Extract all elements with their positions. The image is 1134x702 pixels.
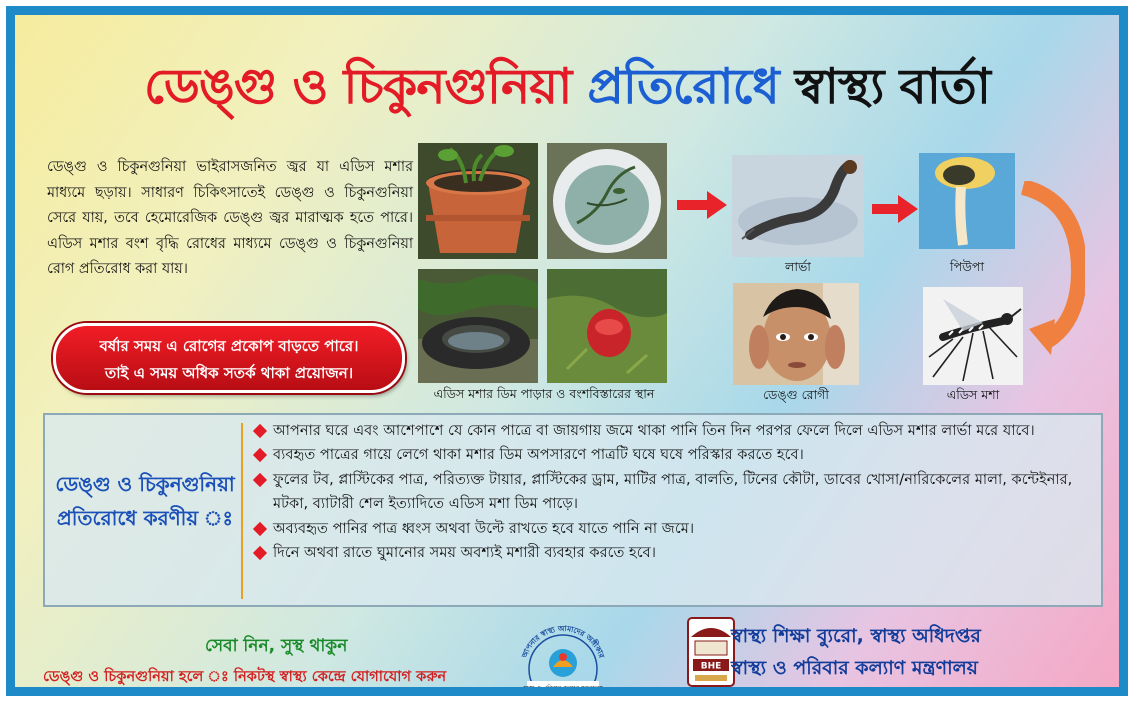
actions-heading-line-2: প্রতিরোধে করণীয় ঃ: [56, 506, 234, 530]
bhe-logo-icon: [687, 617, 735, 687]
title-part-prevention: প্রতিরোধে: [587, 58, 779, 115]
discarded-container-photo: [547, 269, 667, 383]
prevention-actions-box: [43, 413, 1103, 607]
warning-line-2: তাই এ সময় অধিক সতর্ক থাকা প্রয়োজন।: [104, 364, 354, 382]
breeding-site-caption: এডিস মশার ডিম পাড়ার ও বংশবিস্তারের স্থান: [433, 386, 655, 401]
larva-caption: লার্ভা: [785, 259, 811, 274]
mosquito-caption: এডিস মশা: [946, 387, 1000, 402]
slogan: সেবা নিন, সুস্থ থাকুন: [205, 636, 348, 656]
pupa-photo: [919, 153, 1015, 249]
dengue-patient-photo: [733, 283, 859, 385]
patient-caption: ডেঙ্গু রোগী: [763, 387, 829, 402]
larva-photo: [732, 155, 864, 257]
logo-arc-text: আপনার স্বাস্থ্য আমাদের অঙ্গীকার: [519, 623, 607, 660]
poster: [6, 6, 1128, 696]
list-item-text: অব্যবহৃত পানির পাত্র ধ্বংস অথবা উল্টে রাখতে হবে যাতে পানি না জমে।: [273, 519, 695, 537]
actions-list: [253, 419, 1093, 565]
red-diamond-bullet-icon: [253, 546, 267, 560]
pupa-caption: পিউপা: [950, 259, 984, 274]
title-part-message: স্বাস্থ্য বার্তা: [794, 58, 990, 115]
red-diamond-bullet-icon: [253, 473, 267, 487]
red-diamond-bullet-icon: [253, 522, 267, 536]
list-item-text: দিনে অথবা রাতে ঘুমানোর সময় অবশ্যই মশারী ব্যবহার করতে হবে।: [273, 544, 656, 562]
list-item-text: ব্যবহৃত পাত্রের গায়ে লেগে থাকা মশার ডিম অপসারণে পাত্রটি ঘষে ঘষে পরিস্কার করতে হবে।: [273, 446, 804, 464]
list-item: [253, 468, 1093, 517]
list-item: [253, 443, 1093, 467]
organization-line-1: স্বাস্থ্য শিক্ষা ব্যুরো, স্বাস্থ্য অধিদপ্তর: [731, 625, 981, 647]
organization-line-2: স্বাস্থ্য ও পরিবার কল্যাণ মন্ত্রণালয়: [731, 657, 978, 679]
old-tyre-photo: [418, 269, 538, 383]
bhe-logo-text: BHE: [700, 661, 722, 672]
aedes-mosquito-photo: [923, 287, 1023, 385]
arrow-right-icon-2: [872, 195, 918, 223]
list-item: [253, 541, 1093, 565]
red-diamond-bullet-icon: [253, 424, 267, 438]
logo-ministry-text: স্বাস্থ্য ও পরিবার কল্যাণ মন্ত্রণালয়: [523, 685, 603, 692]
flower-pot-photo: [418, 143, 538, 259]
warning-line-1: বর্ষার সময় এ রোগের প্রকোপ বাড়তে পারে।: [99, 337, 359, 355]
actions-heading: [55, 467, 235, 535]
contact-message: ডেঙ্গু ও চিকুনগুনিয়া হলে ঃ নিকটস্থ স্বাস্থ্য কেন্দ্রে যোগাযোগ করুন: [43, 668, 447, 685]
water-bucket-photo: [547, 143, 667, 259]
title-part-disease: ডেঙ্গু ও চিকুনগুনিয়া: [143, 58, 572, 115]
curved-arrow-icon: [1019, 181, 1085, 357]
organization-name: [731, 620, 981, 684]
season-warning-banner: [53, 323, 405, 393]
actions-divider: [241, 423, 243, 599]
list-item: [253, 517, 1093, 541]
ministry-logo-icon: [513, 615, 613, 695]
actions-heading-line-1: ডেঙ্গু ও চিকুনগুনিয়া: [55, 472, 235, 496]
intro-paragraph: ডেঙ্গু ও চিকুনগুনিয়া ভাইরাসজনিত জ্বর যা এডিস মশার মাধ্যমে ছড়ায়। সাধারণ চিকিৎসাতেই ডেঙ্গু ও চিকুনগুনিয়া সেরে যায়, তবে হেমোরেজিক ডেঙ্গু জ্বর মারাত্মক হতে পারে। এডিস মশার বংশ বৃদ্ধি রোধের মাধ্যমে ডেঙ্গু ও চিকুনগুনিয়া রোগ প্রতিরোধ করা যায়।: [47, 159, 413, 277]
list-item: [253, 419, 1093, 443]
list-item-text: ফুলের টব, প্লাস্টিকের পাত্র, পরিত্যক্ত টায়ার, প্লাস্টিকের ড্রাম, মাটির পাত্র, বালতি, টিনের কৌটা, ডাবের খোসা/নারিকেলের মালা, কন্টেইনার, মটকা, ব্যাটারী শেল ইত্যাদিতে এডিস মশা ডিম পাড়ে।: [273, 470, 1073, 513]
poster-title: [15, 51, 1119, 123]
red-diamond-bullet-icon: [253, 448, 267, 462]
arrow-right-icon: [677, 191, 727, 219]
list-item-text: আপনার ঘরে এবং আশেপাশে যে কোন পাত্রে বা জায়গায় জমে থাকা পানি তিন দিন পরপর ফেলে দিলে এডিস মশার লার্ভা মরে যাবে।: [273, 422, 1035, 439]
